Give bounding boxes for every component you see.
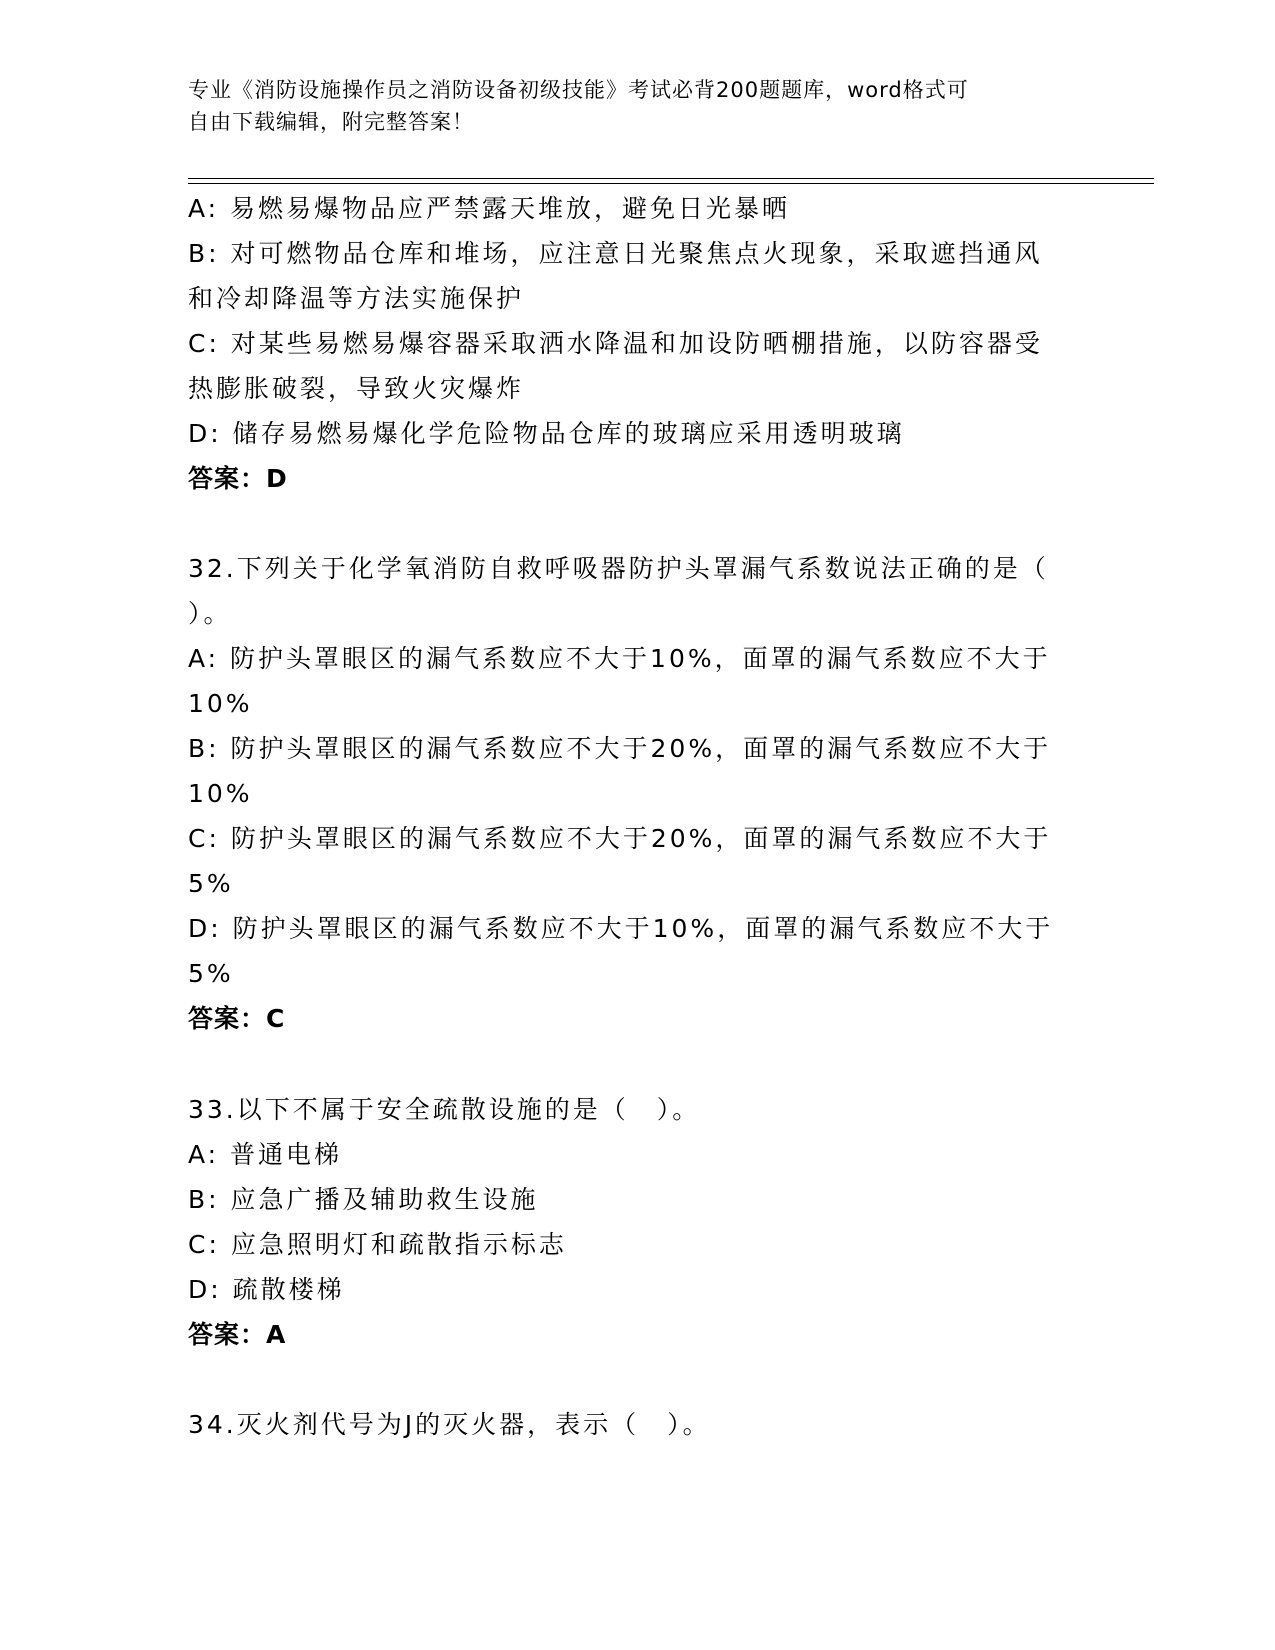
q31-answer: 答案：D xyxy=(188,464,288,493)
q32-option-d-line2: 5% xyxy=(188,959,234,988)
header-divider-bottom xyxy=(188,183,1154,184)
q32-option-c-line1: C: 防护头罩眼区的漏气系数应不大于20%，面罩的漏气系数应不大于 xyxy=(188,824,1052,853)
q32-answer: 答案：C xyxy=(188,1004,286,1033)
q33-answer: 答案：A xyxy=(188,1320,287,1349)
q33-option-a: A: 普通电梯 xyxy=(188,1140,343,1169)
q31-option-b-line2: 和冷却降温等方法实施保护 xyxy=(188,284,525,313)
q33-option-d: D: 疏散楼梯 xyxy=(188,1275,345,1304)
q32-option-c-line2: 5% xyxy=(188,869,234,898)
q32-stem-line1: 32.下列关于化学氧消防自救呼吸器防护头罩漏气系数说法正确的是（ xyxy=(188,554,1049,583)
q31-option-d: D: 储存易燃易爆化学危险物品仓库的玻璃应采用透明玻璃 xyxy=(188,419,905,448)
header-divider-top xyxy=(188,178,1154,179)
q32-option-a-line2: 10% xyxy=(188,689,253,718)
q32-option-b-line2: 10% xyxy=(188,779,253,808)
q31-option-c-line1: C: 对某些易燃易爆容器采取洒水降温和加设防晒棚措施，以防容器受 xyxy=(188,329,1043,358)
header-line-2: 自由下载编辑，附完整答案！ xyxy=(188,110,474,134)
q32-option-a-line1: A: 防护头罩眼区的漏气系数应不大于10%，面罩的漏气系数应不大于 xyxy=(188,644,1051,673)
q33-stem: 33.以下不属于安全疏散设施的是（ ）。 xyxy=(188,1095,701,1124)
header-line-1: 专业《消防设施操作员之消防设备初级技能》考试必背200题题库，word格式可 xyxy=(188,78,969,102)
q32-option-b-line1: B: 防护头罩眼区的漏气系数应不大于20%，面罩的漏气系数应不大于 xyxy=(188,734,1052,763)
q32-option-d-line1: D: 防护头罩眼区的漏气系数应不大于10%，面罩的漏气系数应不大于 xyxy=(188,914,1054,943)
q33-option-b: B: 应急广播及辅助救生设施 xyxy=(188,1185,539,1214)
q31-option-c-line2: 热膨胀破裂，导致火灾爆炸 xyxy=(188,374,525,403)
q31-option-a: A: 易燃易爆物品应严禁露天堆放，避免日光暴晒 xyxy=(188,194,791,223)
q34-stem: 34.灭火剂代号为J的灭火器，表示（ ）。 xyxy=(188,1410,711,1439)
q33-option-c: C: 应急照明灯和疏散指示标志 xyxy=(188,1230,567,1259)
q32-stem-line2: ）。 xyxy=(188,599,232,628)
document-header xyxy=(188,74,1068,138)
q31-option-b-line1: B: 对可燃物品仓库和堆场，应注意日光聚焦点火现象，采取遮挡通风 xyxy=(188,239,1043,268)
